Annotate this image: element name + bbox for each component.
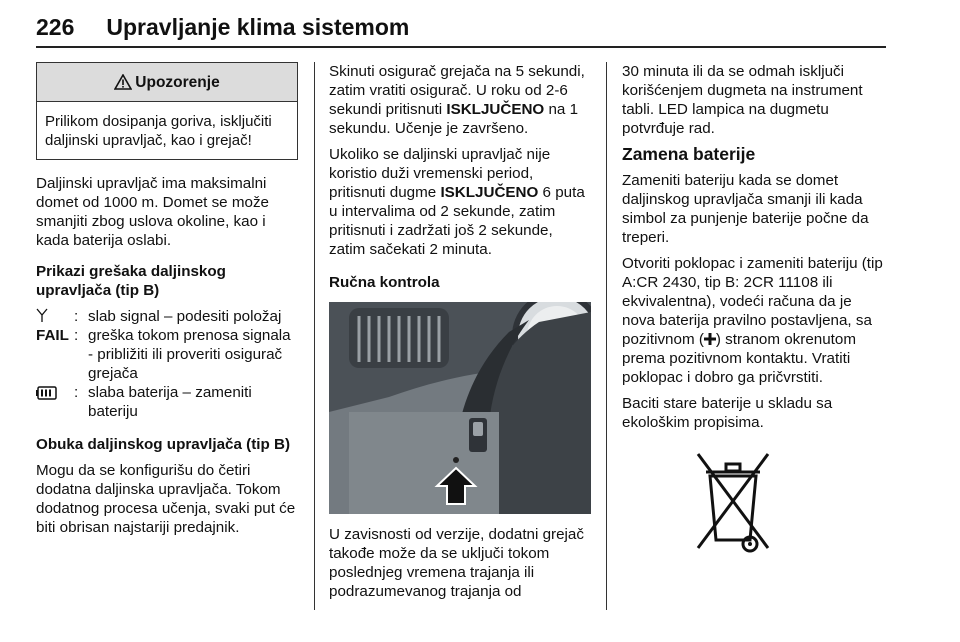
battery-icon — [36, 386, 58, 400]
off-button-label: ISKLJUČENO — [446, 101, 545, 118]
battery-heading: Zamena baterije — [622, 144, 756, 164]
off-button-label: ISKLJUČENO — [440, 184, 539, 201]
battery-paragraph: Zameniti bateriju kada se domet daljinskog upravljača smanji ili kada simbol za punjenje baterije počne da treperi. — [622, 172, 869, 246]
legend-text: greška tokom prenosa signala - približiti ili proveriti osigurač grejača — [88, 327, 291, 382]
legend-row-weak-signal: : slab signal – podesiti položaj — [36, 307, 298, 326]
column-divider — [606, 62, 607, 610]
warning-triangle-icon — [114, 74, 132, 90]
replace-paragraph: Otvoriti poklopac i zameniti bateriju (tip A:CR 2430, tip B: 2CR 11108 ili ekvivalentna), vodeći računa da je nova baterija pravilno postavljena, sa pozitivnom ( ) stranom okrenutom prema pozitivnom kontaktu. Vratiti poklopac i dobro ga pričvrstiti. — [622, 255, 883, 386]
fail-label: FAIL — [36, 327, 69, 344]
warning-title: Upozorenje — [135, 73, 220, 91]
range-paragraph: Daljinski upravljač ima maksimalni domet od 1000 m. Domet se može smanjiti zbog uslova okoline, kao i kada baterija oslabi. — [36, 175, 269, 249]
unused-paragraph: Ukoliko se daljinski upravljač nije koristio duži vremenski period, pritisnuti dugme ISKLJUČENO 6 puta u intervalima od 2 sekunde, zatim pritisnuti i zadržati još 2 sekunde, zatim sačekati 2 minuta. — [329, 146, 585, 258]
antenna-icon — [36, 307, 48, 323]
disposal-paragraph: Baciti stare baterije u skladu sa ekološkim propisima. — [622, 395, 833, 431]
column-right — [622, 62, 888, 565]
legend-text: slaba baterija – zameniti bateriju — [88, 384, 252, 420]
plus-icon — [704, 333, 716, 345]
fuse-paragraph: Skinuti osigurač grejača na 5 sekundi, zatim vratiti osigurač. U roku od 2-6 sekundi pritisnuti ISKLJUČENO na 1 sekundu. Učenje je završeno. — [329, 63, 585, 137]
dashboard-switch-photo — [329, 302, 591, 514]
heater-paragraph: U zavisnosti od verzije, dodatni grejač takođe može da se uključi tokom poslednjeg vremena trajanja ili podrazumevanog trajanja od — [329, 526, 584, 600]
page-header — [36, 6, 886, 48]
column-middle — [329, 62, 593, 608]
column-left — [36, 62, 298, 544]
page-number: 226 — [36, 14, 75, 40]
training-paragraph: Mogu da se konfigurišu do četiri dodatna daljinska upravljača. Tokom dodatnog procesa učenja, svaki put će biti obrisan najstariji predajnik. — [36, 462, 296, 536]
warning-header — [37, 63, 297, 102]
column-divider — [314, 62, 315, 610]
led-paragraph: 30 minuta ili da se odmah isključi korišćenjem dugmeta na instrument tabli. LED lampica na dugmetu potvrđuje rad. — [622, 63, 863, 137]
training-heading: Obuka daljinskog upravljača (tip B) — [36, 436, 291, 453]
crossed-bin-icon — [692, 448, 888, 565]
manual-heading: Ručna kontrola — [329, 274, 440, 291]
warning-box — [36, 62, 298, 160]
legend-text: slab signal – podesiti položaj — [88, 308, 282, 325]
warning-text: Prilikom dosipanja goriva, isključiti daljinski upravljač, kao i grejač! — [45, 113, 272, 149]
errors-heading: Prikazi grešaka daljinskog upravljača (tip B) — [36, 263, 226, 299]
legend-row-fail: FAIL : greška tokom prenosa signala - približiti ili proveriti osigurač grejača — [36, 326, 298, 383]
page-title: Upravljanje klima sistemom — [106, 14, 410, 40]
legend-row-battery: : slaba baterija – zameniti bateriju — [36, 383, 298, 421]
